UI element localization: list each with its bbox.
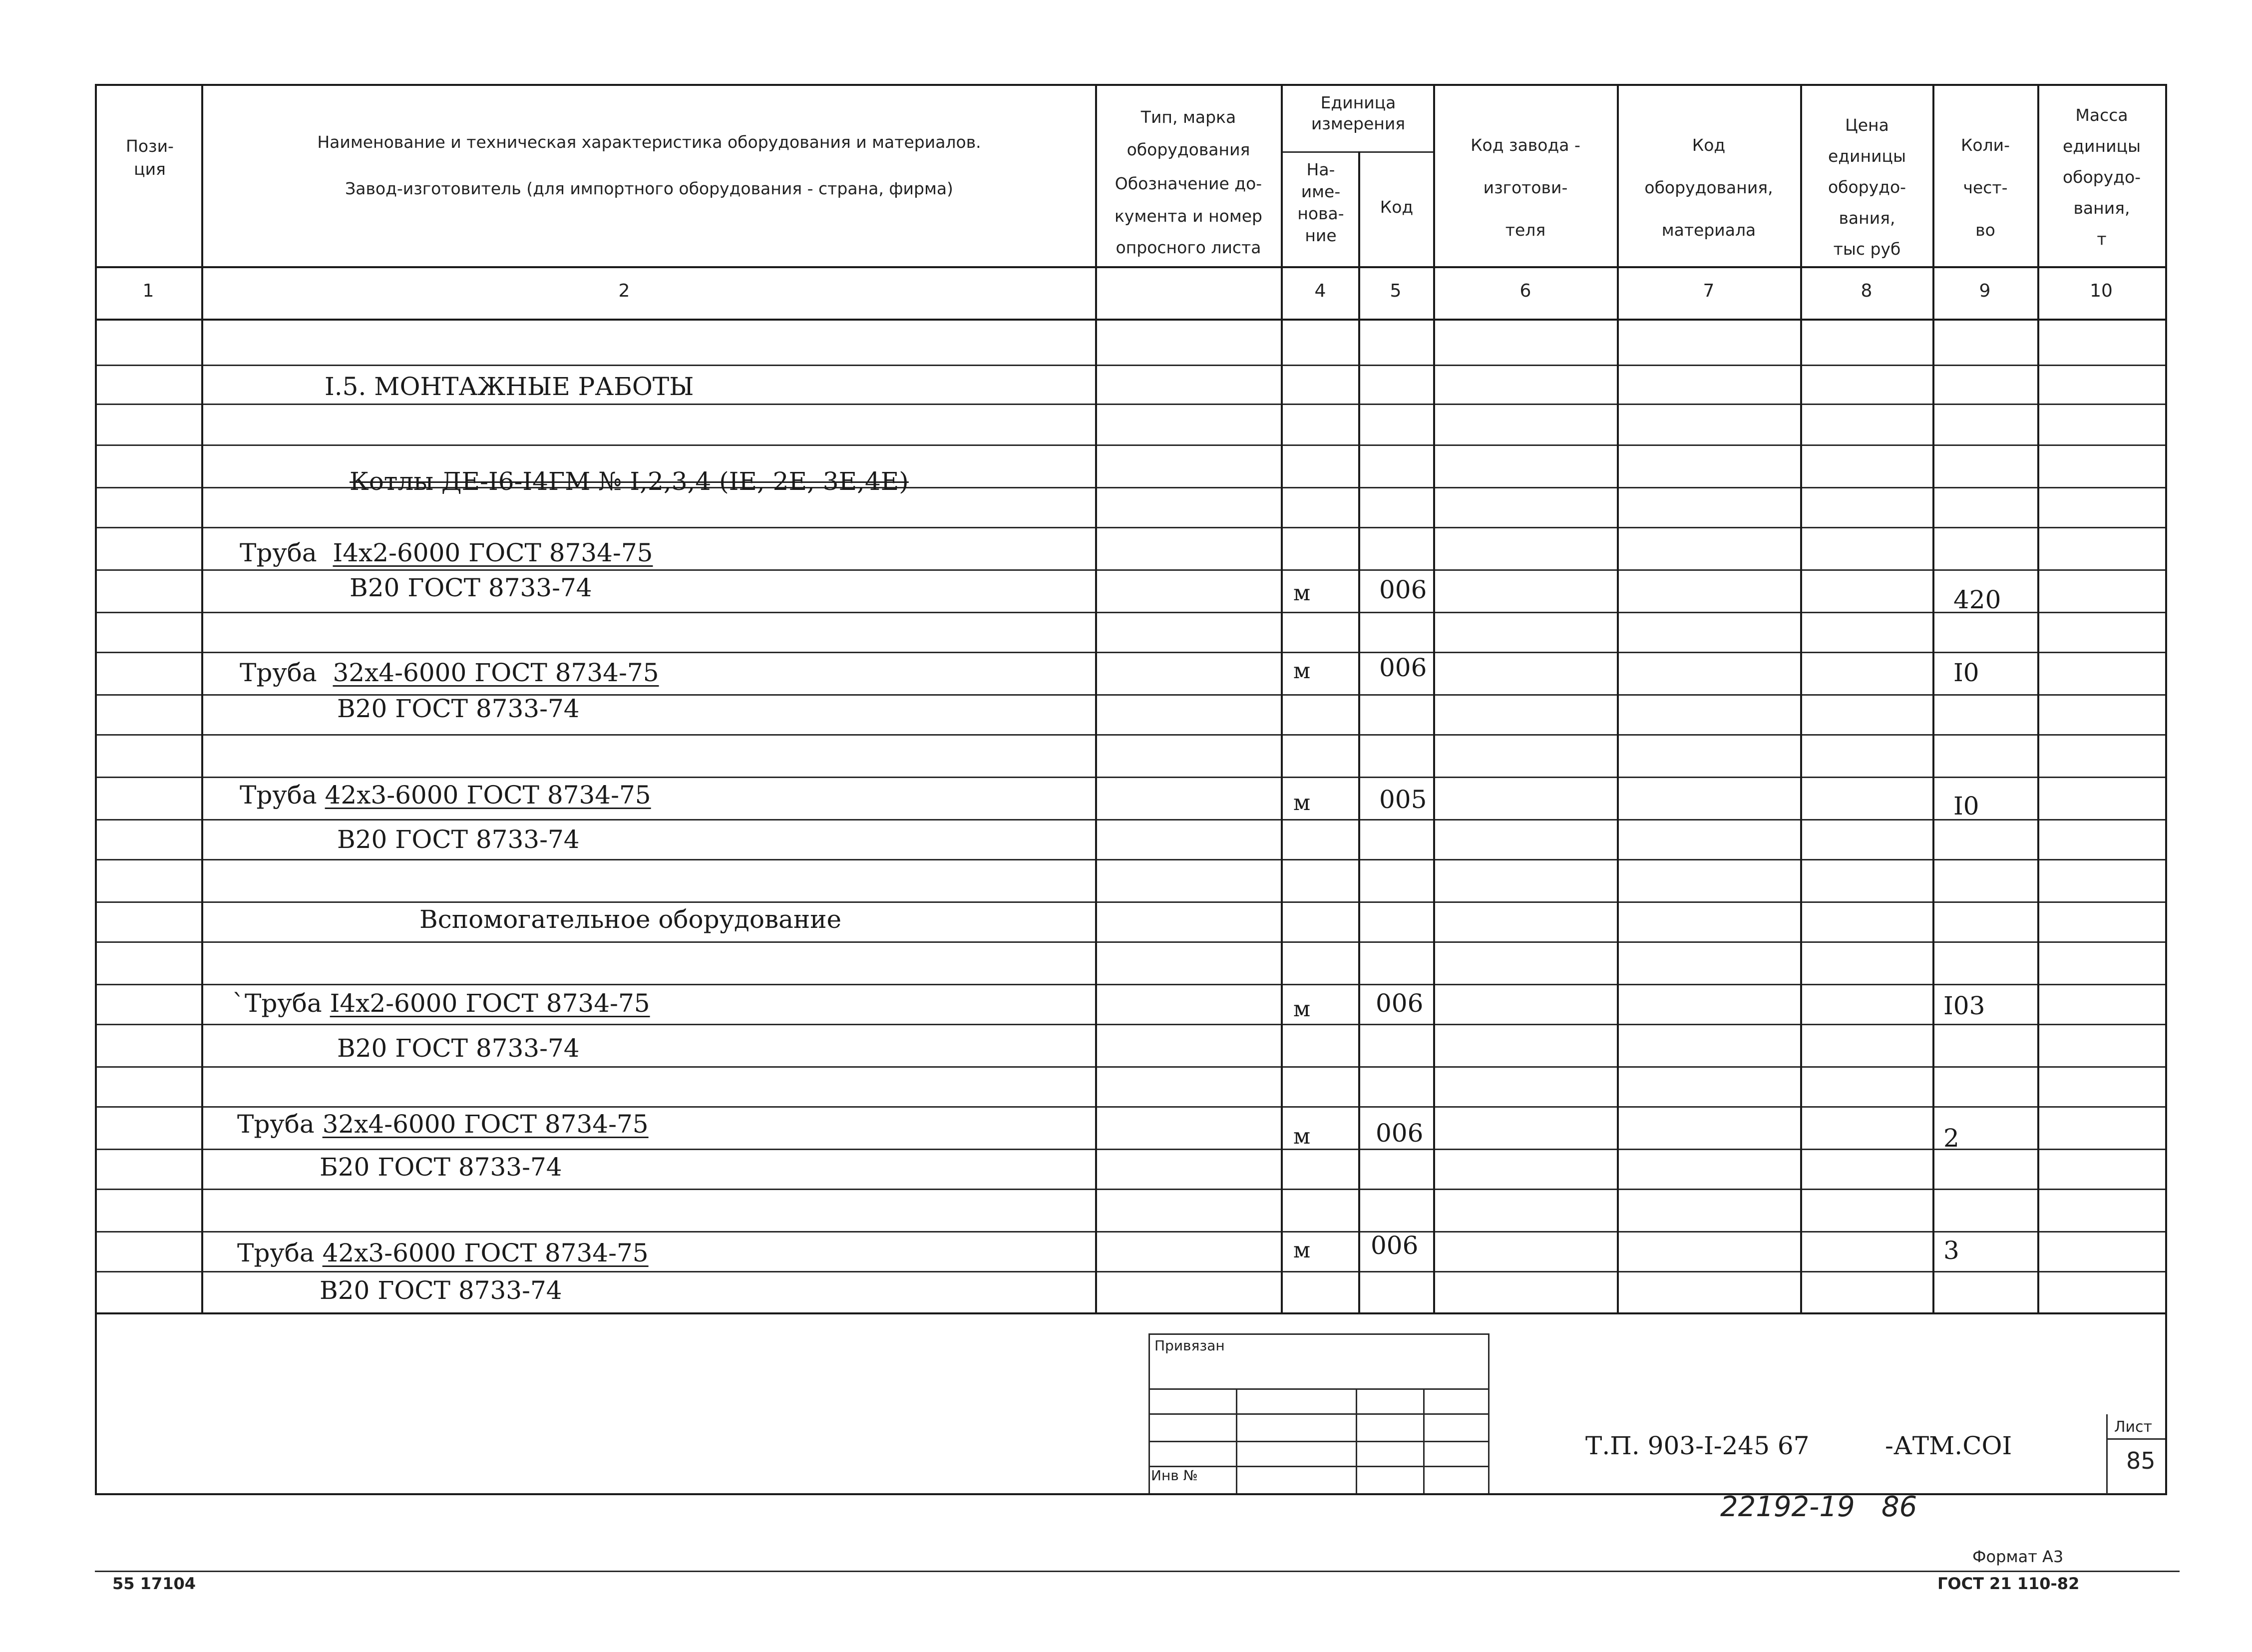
- section-title: I.5. МОНТАЖНЫЕ РАБОТЫ: [325, 372, 694, 401]
- row4-unit: м: [1293, 996, 1311, 1022]
- row6-qty: 3: [1943, 1236, 1959, 1265]
- document-code: Т.П. 903-I-245 67: [1585, 1431, 1810, 1460]
- header-mass: Масса единицы оборудо- вания, т: [2062, 105, 2141, 249]
- row3-steel: B20 ГОСТ 8733-74: [337, 825, 580, 854]
- colnum-7: 7: [1703, 281, 1715, 301]
- header-type-line4: кумента и номер: [1114, 206, 1263, 226]
- header-equipment-code: Код оборудования, материала: [1644, 135, 1773, 240]
- row4-word: `Труба: [232, 989, 322, 1018]
- header-unit-group: Единица измерения: [1311, 93, 1406, 133]
- row3-item: [240, 781, 651, 810]
- sheet-number: 85: [2126, 1447, 2156, 1474]
- header-type-line1: Тип, марка: [1140, 107, 1236, 127]
- inventory-number-label: Инв №: [1151, 1467, 1198, 1484]
- row6-steel: B20 ГОСТ 8733-74: [320, 1276, 562, 1305]
- row6-word: Труба: [237, 1239, 315, 1267]
- row2-steel: B20 ГОСТ 8733-74: [337, 694, 580, 723]
- row3-qty: I0: [1953, 792, 1979, 821]
- row3-unit: м: [1293, 790, 1311, 816]
- row3-code: 005: [1379, 785, 1427, 814]
- header-price: Цена единицы оборудо- вания, тыс руб: [1828, 115, 1906, 259]
- boilers-line: Котлы ДЕ-I6-I4ГМ № I,2,3,4 (IE, 2E, 3E,4E): [350, 467, 909, 496]
- header-type-line5: опросного листа: [1116, 238, 1261, 257]
- header-type-line3: Обозначение до-: [1115, 174, 1262, 193]
- colnum-5: 5: [1390, 281, 1402, 301]
- document-suffix: -АТМ.COI: [1885, 1431, 2012, 1460]
- row3-spec: 42x3-6000 ГОСТ 8734-75: [325, 781, 651, 810]
- row4-item: [232, 989, 650, 1018]
- row1-qty: 420: [1953, 585, 2001, 614]
- colnum-1: 1: [142, 281, 154, 301]
- format-label: Формат А3: [1972, 1547, 2064, 1566]
- row1-spec: I4x2-6000 ГОСТ 8734-75: [333, 538, 653, 567]
- row4-code: 006: [1376, 989, 1424, 1018]
- row5-qty: 2: [1943, 1124, 1959, 1153]
- row1-steel: B20 ГОСТ 8733-74: [350, 573, 592, 602]
- colnum-10: 10: [2090, 281, 2113, 301]
- approved-label: Привязан: [1154, 1337, 1225, 1354]
- row5-word: Труба: [237, 1110, 315, 1139]
- sheet-label: Лист: [2114, 1418, 2153, 1436]
- row6-item: [237, 1239, 649, 1267]
- row6-unit: м: [1293, 1238, 1311, 1263]
- row5-steel: Б20 ГОСТ 8733-74: [320, 1153, 562, 1182]
- row2-qty: I0: [1953, 658, 1979, 687]
- colnum-2: 2: [618, 281, 630, 301]
- header-type-line2: оборудования: [1126, 140, 1250, 159]
- row5-code: 006: [1376, 1119, 1424, 1148]
- row1-code: 006: [1379, 575, 1427, 604]
- header-quantity: Коли- чест- во: [1960, 135, 2010, 240]
- row1-word: Труба: [240, 538, 317, 567]
- colnum-8: 8: [1861, 281, 1873, 301]
- row6-code: 006: [1371, 1231, 1419, 1260]
- header-unit-name: На- име- нова- ние: [1297, 160, 1344, 245]
- row2-item: [240, 658, 659, 687]
- row6-spec: 42x3-6000 ГОСТ 8734-75: [322, 1239, 649, 1267]
- handwritten-inventory-code: 22192-19 86: [1720, 1491, 1917, 1523]
- header-factory-code: Код завода - изготови- теля: [1471, 135, 1580, 240]
- colnum-9: 9: [1979, 281, 1991, 301]
- row4-steel: B20 ГОСТ 8733-74: [337, 1034, 580, 1063]
- header-position: Пози- ция: [126, 136, 174, 179]
- row4-spec: I4x2-6000 ГОСТ 8734-75: [330, 989, 650, 1018]
- row2-code: 006: [1379, 653, 1427, 682]
- colnum-6: 6: [1519, 281, 1531, 301]
- header-name-line1: Наименование и техническая характеристика оборудования и материалов.: [317, 132, 981, 152]
- row5-item: [237, 1110, 649, 1139]
- row1-unit: м: [1293, 580, 1311, 606]
- colnum-4: 4: [1314, 281, 1326, 301]
- row2-spec: 32x4-6000 ГОСТ 8734-75: [333, 658, 659, 687]
- row5-unit: м: [1293, 1124, 1311, 1149]
- row2-unit: м: [1293, 658, 1311, 684]
- row4-qty: I03: [1943, 991, 1985, 1020]
- gost-label: ГОСТ 21 110-82: [1937, 1574, 2080, 1593]
- row1-item: [240, 538, 653, 567]
- aux-title: Вспомогательное оборудование: [419, 905, 842, 934]
- row3-word: Труба: [240, 781, 317, 810]
- row2-word: Труба: [240, 658, 317, 687]
- header-unit-code: Код: [1380, 197, 1414, 217]
- left-code: 55 17104: [112, 1574, 196, 1593]
- row5-spec: 32x4-6000 ГОСТ 8734-75: [322, 1110, 649, 1139]
- header-name-line2: Завод-изготовитель (для импортного оборудования - страна, фирма): [345, 179, 953, 198]
